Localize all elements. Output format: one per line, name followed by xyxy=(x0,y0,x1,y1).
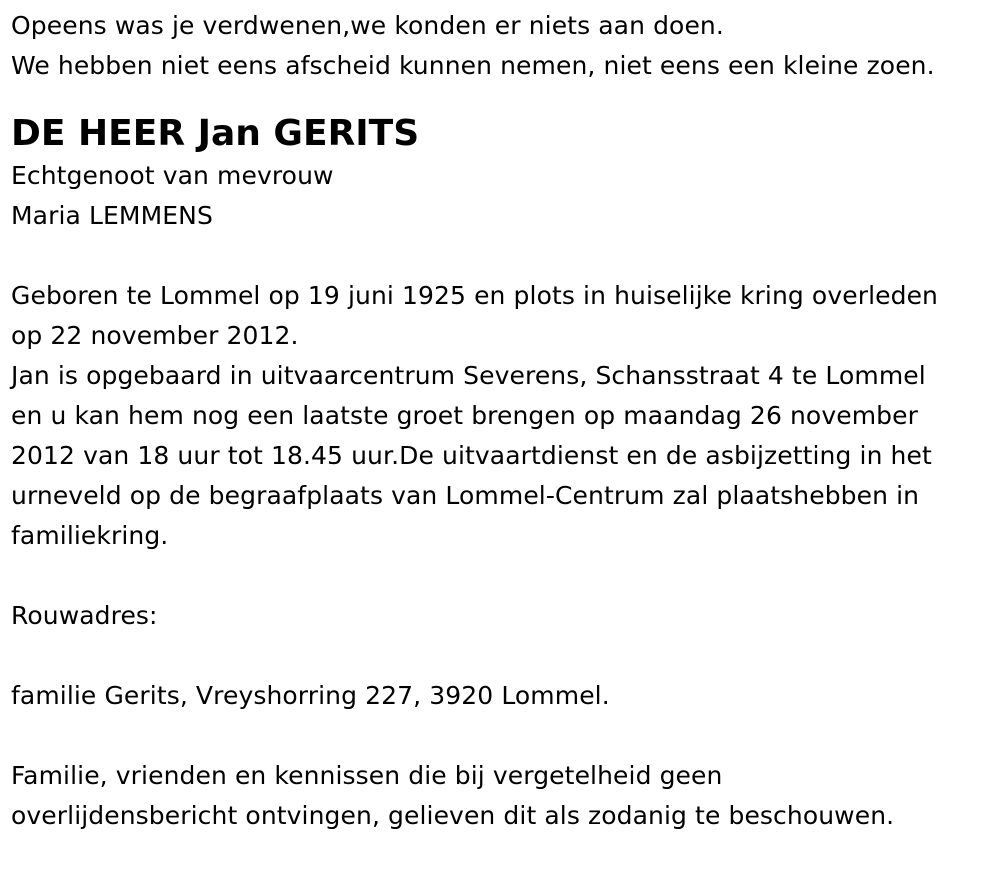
spacer xyxy=(11,86,991,112)
spouse-name: Maria LEMMENS xyxy=(11,201,213,230)
spacer xyxy=(11,716,991,756)
mourning-address: familie Gerits, Vreyshorring 227, 3920 Lommel. xyxy=(11,681,610,710)
poem-line: We hebben niet eens afscheid kunnen nemen, niet eens een kleine zoen. xyxy=(11,51,935,80)
closing-line: Familie, vrienden en kennissen die bij vergetelheid geen xyxy=(11,761,723,790)
spacer xyxy=(11,236,991,276)
details-line: 2012 van 18 uur tot 18.45 uur.De uitvaartdienst en de asbijzetting in het xyxy=(11,441,932,470)
details-line: Geboren te Lommel op 19 juni 1925 en plots in huiselijke kring overleden xyxy=(11,281,938,310)
details-line: Jan is opgebaard in uitvaarcentrum Severens, Schansstraat 4 te Lommel xyxy=(11,361,926,390)
details-line: urneveld op de begraafplaats van Lommel-Centrum zal plaatshebben in xyxy=(11,481,920,510)
poem-line: Opeens was je verdwenen,we konden er niets aan doen. xyxy=(11,11,724,40)
spacer xyxy=(11,556,991,596)
spouse-line: Echtgenoot van mevrouw xyxy=(11,161,334,190)
spacer xyxy=(11,636,991,676)
spouse-block xyxy=(11,156,991,236)
details-line: en u kan hem nog een laatste groet brengen op maandag 26 november xyxy=(11,401,918,430)
mourning-address-label: Rouwadres: xyxy=(11,601,158,630)
details-line: familiekring. xyxy=(11,521,169,550)
details-block xyxy=(11,276,991,556)
closing-line: overlijdensbericht ontvingen, gelieven dit als zodanig te beschouwen. xyxy=(11,801,895,830)
closing-block xyxy=(11,756,991,836)
poem-block xyxy=(11,6,991,86)
obituary-document xyxy=(11,6,991,836)
deceased-name-title: DE HEER Jan GERITS xyxy=(11,113,420,154)
details-line: op 22 november 2012. xyxy=(11,321,299,350)
